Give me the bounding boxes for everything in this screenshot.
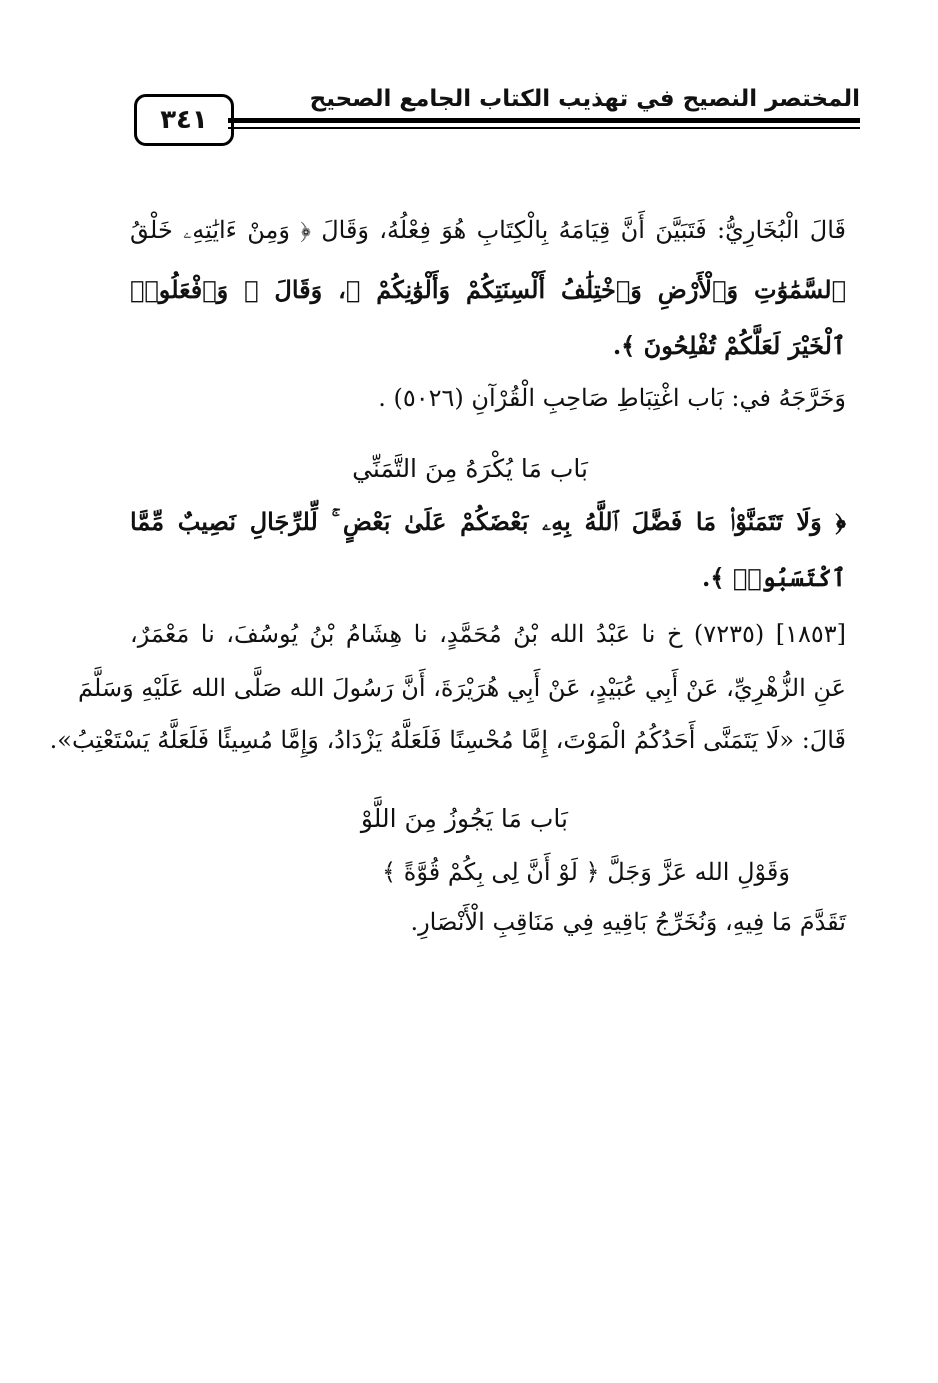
hadith-line: عَنِ الزُّهْرِيِّ، عَنْ أَبِي عُبَيْدٍ، عَنْ أَبِي هُرَيْرَةَ، أَنَّ رَسُولَ الله صَلَّى الله عَلَيْهِ وَسَلَّمَ [78,674,846,702]
book-title: المختصر النصيح في تهذيب الكتاب الجامع الصحيح [309,86,860,112]
page-number-box [134,94,234,146]
quran-verse-line: ٱلْخَيْرَ لَعَلَّكُمْ تُفْلِحُونَ ﴾. [612,331,846,360]
quran-verse-line: ﴿ وَلَا تَتَمَنَّوْا۟ مَا فَضَّلَ ٱللَّهُ بِهِۦ بَعْضَكُمْ عَلَىٰ بَعْضٍ ۚ لِّلرِّجَالِ نَصِيبٌ مِّمَّا [130,507,846,536]
quran-verse-line: ٱكْتَسَبُوا۟ ﴾. [702,563,846,592]
header-rule-thick [228,118,860,123]
text-line: قَالَ الْبُخَارِيُّ: فَتَبَيَّنَ أَنَّ قِيَامَهُ بِالْكِتَابِ هُوَ فِعْلُهُ، وَقَالَ ﴿ وَمِنْ ءَايَٰتِهِۦ خَلْقُ [130,216,846,244]
quran-verse-line: ٱلسَّمَٰوَٰتِ وَٱلْأَرْضِ وَٱخْتِلَٰفُ أَلْسِنَتِكُمْ وَأَلْوَٰنِكُمْ ﴾، وَقَالَ ﴿ وَٱفْعَلُوا۟ [130,275,846,304]
hadith-line: قَالَ: «لَا يَتَمَنَّى أَحَدُكُمُ الْمَوْتَ، إِمَّا مُحْسِنًا فَلَعَلَّهُ يَزْدَادُ، وَإِمَّا مُسِيئًا فَلَعَلَّهُ يَسْتَعْتِبُ». [49,726,846,754]
chapter-heading: بَاب مَا يُكْرَهُ مِنَ التَّمَنِّي [352,454,588,483]
page-number: ٣٤١ [160,105,208,135]
header-rule-thin [228,127,860,129]
text-line: تَقَدَّمَ مَا فِيهِ، وَنُخَرِّجُ بَاقِيهِ فِي مَنَاقِبِ الْأَنْصَارِ. [410,908,846,936]
hadith-line: [١٨٥٣] (٧٢٣٥) خ نا عَبْدُ الله بْنُ مُحَمَّدٍ، نا هِشَامُ بْنُ يُوسُفَ، نا مَعْمَرٌ، [130,620,847,648]
chapter-heading: بَاب مَا يَجُوزُ مِنَ اللَّوْ [360,804,568,833]
text-line: وَقَوْلِ الله عَزَّ وَجَلَّ ﴿ لَوْ أَنَّ لِى بِكُمْ قُوَّةً ﴾ [382,858,790,886]
cross-reference: وَخَرَّجَهُ في: بَاب اغْتِبَاطِ صَاحِبِ الْقُرْآنِ (٥٠٢٦) . [378,384,846,412]
